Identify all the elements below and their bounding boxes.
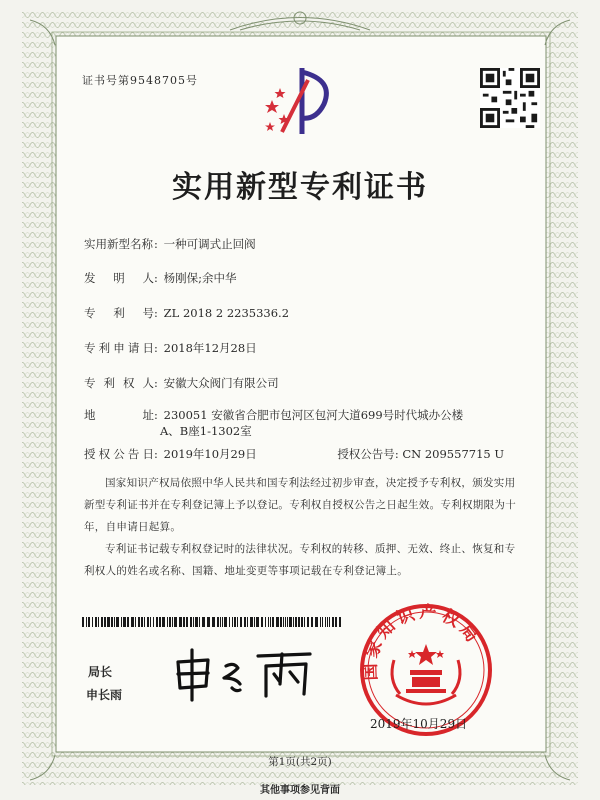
qr-code-icon (480, 68, 540, 128)
field-address: 地址: 230051 安徽省合肥市包河区包河大道699号时代城办公楼 (84, 408, 464, 422)
certificate-title: 实用新型专利证书 (172, 170, 428, 205)
field-inventor: 发明人: 杨刚保;余中华 (84, 271, 237, 285)
footer-note: 其他事项参见背面 (260, 785, 340, 796)
field-grant-date: 授权公告日: 2019年10月29日 授权公告号: CN 209557715 U (84, 447, 505, 461)
field-patentee: 专利权人: 安徽大众阀门有限公司 (84, 376, 279, 390)
announcement-no-label: 授权公告号 (337, 447, 395, 461)
certificate-number: 证书号第9548705号 (82, 74, 198, 87)
announcement-no-value: CN 209557715 U (402, 447, 505, 461)
page-number: 第1页(共2页) (268, 756, 332, 768)
field-label: 发明人 (84, 271, 154, 285)
cnipa-logo-icon (262, 62, 338, 138)
field-patent-number: 专利号: ZL 2018 2 2235336.2 (84, 306, 290, 320)
field-value: 2018年12月28日 (163, 341, 257, 355)
field-value: ZL 2018 2 2235336.2 (163, 306, 290, 320)
field-value: 2019年10月29日 (163, 447, 257, 461)
director-signature (170, 644, 320, 704)
svg-text:国家知识产权局: 国家知识产权局 (360, 602, 485, 681)
director-title: 局长 (88, 665, 113, 679)
field-value: 230051 安徽省合肥市包河区包河大道699号时代城办公楼 (163, 408, 464, 422)
field-value: 安徽大众阀门有限公司 (163, 376, 279, 390)
field-application-date: 专利申请日: 2018年12月28日 (84, 341, 257, 355)
notice-paragraph-2: 专利证书记载专利权登记时的法律状况。专利权的转移、质押、无效、终止、恢复和专利权人的姓名或名称、国籍、地址变更等事项记载在专利登记簿上。 (84, 543, 516, 577)
field-label: 实用新型名称 (84, 237, 153, 251)
director-name: 申长雨 (86, 688, 123, 702)
field-label: 授权公告日 (84, 447, 154, 461)
notice-paragraph-1: 国家知识产权局依照中华人民共和国专利法经过初步审查，决定授予专利权，颁发实用新型专利证书并在专利登记簿上予以登记。专利权自授权公告之日起生效。专利权期限为十年，自申请日起算。 (84, 477, 516, 533)
field-label: 专利号 (84, 306, 154, 320)
barcode-icon (82, 617, 344, 627)
field-label: 地址 (84, 408, 154, 422)
field-label: 专利申请日 (84, 341, 154, 355)
address-line-2: A、B座1-1302室 (160, 424, 252, 438)
field-value: 一种可调式止回阀 (163, 237, 256, 251)
seal-date: 2019年10月29日 (370, 717, 468, 731)
field-label: 专利权人 (84, 376, 154, 390)
field-utility-model-name: 实用新型名称: 一种可调式止回阀 (84, 237, 256, 251)
field-value: 杨刚保;余中华 (163, 271, 237, 285)
